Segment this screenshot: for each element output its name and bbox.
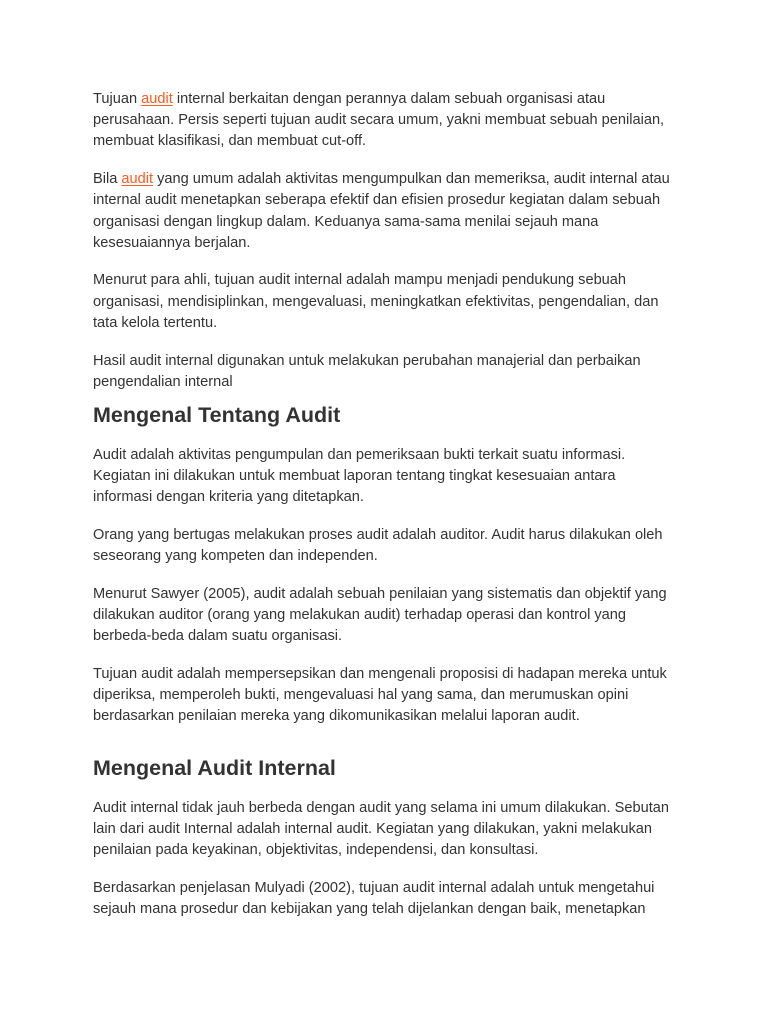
audit-link-2[interactable]: audit — [121, 171, 154, 188]
section1-paragraph-3: Menurut Sawyer (2005), audit adalah sebuah penilaian yang sistematis dan objektif yang dilakukan auditor (orang yang melakukan audit) terhadap operasi dan kontrol yang berbeda-beda dalam suatu organisasi. — [93, 585, 667, 645]
intro-p1-text-before: Tujuan — [93, 91, 142, 107]
intro-paragraph-4: Hasil audit internal digunakan untuk melakukan perubahan manajerial dan perbaikan pengendalian internal — [93, 352, 641, 390]
intro-paragraph-1 — [93, 89, 676, 153]
intro-paragraph-3: Menurut para ahli, tujuan audit internal adalah mampu menjadi pendukung sebuah organisasi, mendisiplinkan, mengevaluasi, meningkatkan efektivitas, pengendalian, dan tata kelola tertentu. — [93, 272, 659, 331]
intro-p1-text-after: internal berkaitan dengan perannya dalam sebuah organisasi atau perusahaan. Persis seperti tujuan audit secara umum, yakni membuat sebuah penilaian, membuat klasifikasi, dan membuat cut-off. — [93, 91, 665, 150]
audit-link-1[interactable]: audit — [141, 91, 173, 107]
section-heading-audit: Mengenal Tentang Audit — [93, 402, 341, 427]
section2-paragraph-2: Berdasarkan penjelasan Mulyadi (2002), tujuan audit internal adalah untuk mengetahui sejauh mana prosedur dan kebijakan yang telah dijelankan dengan baik, menetapkan — [93, 879, 655, 917]
intro-p2-text-after: yang umum adalah aktivitas mengumpulkan dan memeriksa, audit internal atau internal audit menetapkan seberapa efektif dan efisien prosedur kegiatan dalam sebuah organisasi dengan lingkup dalam. Keduanya sama-sama menilai sejauh mana kesesuaiannya berjalan. — [93, 171, 670, 251]
section-heading-audit-internal: Mengenal Audit Internal — [93, 755, 336, 780]
section1-paragraph-2: Orang yang bertugas melakukan proses audit adalah auditor. Audit harus dilakukan oleh seseorang yang kompeten dan independen. — [93, 527, 663, 565]
section2-paragraph-1: Audit internal tidak jauh berbeda dengan audit yang selama ini umum dilakukan. Sebutan lain dari audit Internal adalah internal audit. Kegiatan yang dilakukan, yakni melakukan penilaian pada keyakinan, objektivitas, independensi, dan konsultasi. — [93, 799, 670, 859]
section1-paragraph-1: Audit adalah aktivitas pengumpulan dan pemeriksaan bukti terkait suatu informasi. Kegiatan ini dilakukan untuk membuat laporan tentang tingkat kesesuaian antara informasi dengan kriteria yang ditetapkan. — [93, 446, 626, 506]
intro-p2-text-before: Bila — [93, 171, 122, 188]
section1-paragraph-4: Tujuan audit adalah mempersepsikan dan mengenali proposisi di hadapan mereka untuk diperiksa, memperoleh bukti, mengevaluasi hal yang sama, dan merumuskan opini berdasarkan penilaian mereka yang dikomunikasikan melalui laporan audit. — [93, 666, 667, 725]
intro-paragraph-2 — [93, 169, 676, 254]
